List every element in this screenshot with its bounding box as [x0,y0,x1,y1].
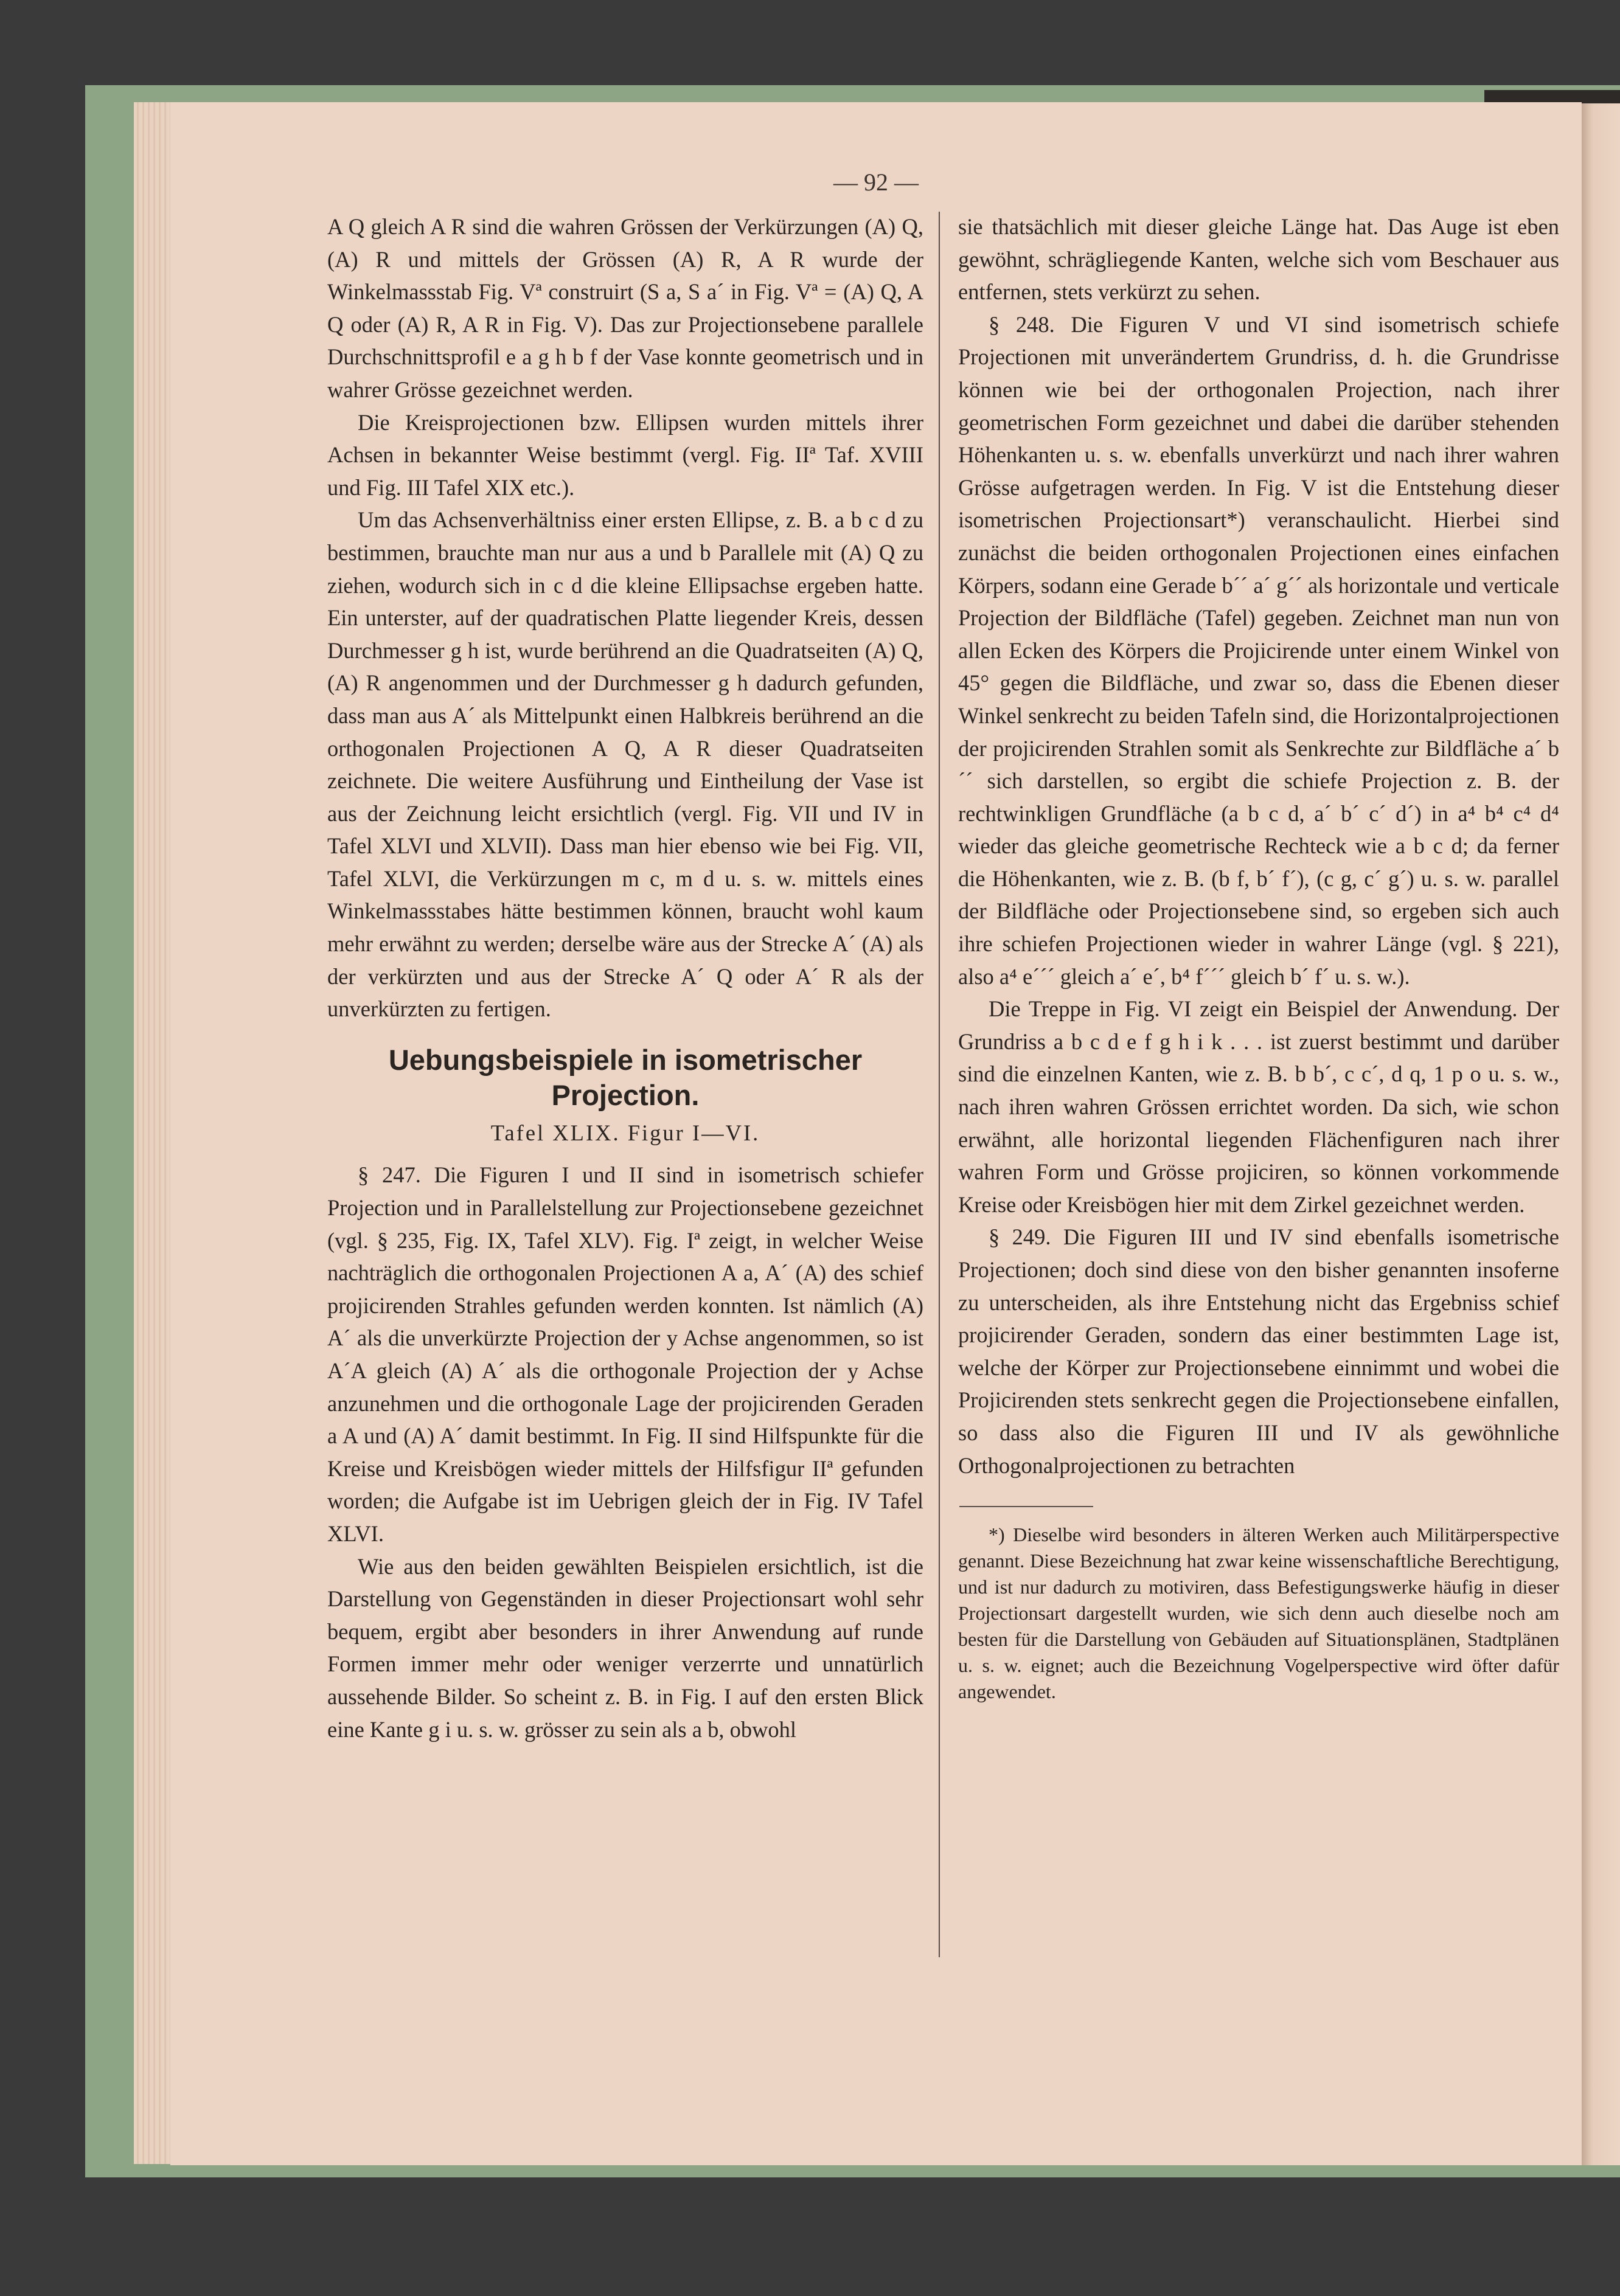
footnote [958,1522,1559,1705]
paragraph: § 248. Die Figuren V und VI sind isometrisch schiefe Projectionen mit unverändertem Grundriss, d. h. die Grundrisse können wie bei der orthogonalen Projection, nach ihrer geometrischen Form gezeichnet und dabei die darüber stehenden Höhenkanten u. s. w. ebenfalls unverkürzt und nach ihrer wahren Grösse aufgetragen werden. In Fig. V ist die Entstehung dieser isometrischen Projectionsart*) veranschaulicht. Hierbei sind zunächst die beiden orthogonalen Projectionen eines einfachen Körpers, sodann eine Gerade b´´ a´ g´´ als horizontale und verticale Projection der Bildfläche (Tafel) gegeben. Zeichnet man nun von allen Ecken des Körpers die Projicirende unter einem Winkel von 45° gegen die Bildfläche, und zwar so, dass die Ebenen dieser Winkel senkrecht zu beiden Tafeln sind, die Horizontalprojectionen der projicirenden Strahlen somit als Senkrechte zur Bildfläche a´ b´´ sich darstellen, so ergibt die schiefe Projection z. B. der rechtwinkligen Grundfläche (a b c d, a´ b´ c´ d´) in a⁴ b⁴ c⁴ d⁴ wieder das gleiche geometrische Rechteck wie a b c d; da ferner die Höhenkanten, wie z. B. (b f, b´ f´), (c g, c´ g´) u. s. w. parallel der Bildfläche oder Projectionsebene sind, so ergeben sich auch ihre schiefen Projectionen wieder in wahrer Länge (vgl. § 221), also a⁴ e´´´ gleich a´ e´, b⁴ f´´´ gleich b´ f´ u. s. w.). [958,311,1559,989]
right-column [958,210,1559,1705]
paragraph: sie thatsächlich mit dieser gleiche Länge hat. Das Auge ist eben gewöhnt, schrägliegende Kanten, welche sich vom Beschauer aus entfernen, stets verkürzt zu sehen. [958,214,1559,305]
paragraph: § 247. Die Figuren I und II sind in isometrisch schiefer Projection und in Parallelstellung zur Projectionsebene gezeichnet (vgl. § 235, Fig. IX, Tafel XLV). Fig. Iª zeigt, in welcher Weise nachträglich die orthogonalen Projectionen A a, A´ (A) des schief projicirenden Strahles gefunden werden konnten. Ist nämlich (A) A´ als die unverkürzte Projection der y Achse angenommen, so ist A´A gleich (A) A´ als die orthogonale Projection der y Achse anzunehmen und die orthogonale Lage der projicirenden Geraden a A und (A) A´ damit bestimmt. In Fig. II sind Hilfspunkte für die Kreise und Kreisbögen wieder mittels der Hilfsfigur IIª gefunden worden; die Aufgabe ist im Uebrigen gleich der in Fig. IV Tafel XLVI. [327,1162,923,1546]
left-column [327,210,923,1746]
paragraph: Die Treppe in Fig. VI zeigt ein Beispiel der Anwendung. Der Grundriss a b c d e f g h i k . . . ist zuerst bestimmt und darüber sind die einzelnen Kanten, wie z. B. b b´, c c´, d q, 1 p o u. s. w., nach ihren wahren Grössen errichtet worden. Da sich, wie schon erwähnt, alle horizontal liegenden Flächenfiguren nach ihrer wahren Form und Grösse projiciren, so können vorkommende Kreise oder Kreisbögen hier mit dem Zirkel gezeichnet werden. [958,996,1559,1217]
facing-page-edge [1582,103,1620,2165]
paragraph: Wie aus den beiden gewählten Beispielen ersichtlich, ist die Darstellung von Gegenständen in dieser Projectionsart wohl sehr bequem, ergibt aber besonders in ihrer Anwendung auf runde Formen immer mehr oder weniger verzerrte und unnatürlich aussehende Bilder. So scheint z. B. in Fig. I auf den ersten Blick eine Kante g i u. s. w. grösser zu sein als a b, obwohl [327,1553,923,1742]
section-heading-line: Projection. [551,1078,700,1111]
paragraph: Die Kreisprojectionen bzw. Ellipsen wurden mittels ihrer Achsen in bekannter Weise bestimmt (vergl. Fig. IIª Taf. XVIII und Fig. III Tafel XIX etc.). [327,409,923,500]
column-divider [939,212,940,1957]
page-number: — 92 — [833,168,919,196]
paragraph: § 249. Die Figuren III und IV sind ebenfalls isometrische Projectionen; doch sind diese von den bisher genannten insoferne zu unterscheiden, als ihre Entstehung nicht das Ergebniss schief projicirender Geraden, sondern das einer bestimmten Lage ist, welche der Körper zur Projectionsebene einnimmt und wobei die Projicirenden stets senkrecht gegen die Projectionsebene einfallen, so dass also die Figuren III und IV als gewöhnliche Orthogonalprojectionen zu betrachten [958,1224,1559,1478]
paragraph: Um das Achsenverhältniss einer ersten Ellipse, z. B. a b c d zu bestimmen, brauchte man nur aus a und b Parallele mit (A) Q zu ziehen, wodurch sich in c d die kleine Ellipsachse ergeben hatte. Ein unterster, auf der quadratischen Platte liegender Kreis, dessen Durchmesser g h ist, wurde berührend an die Quadratseiten (A) Q, (A) R angenommen und der Durchmesser g h dadurch gefunden, dass man aus A´ als Mittelpunkt einen Halbkreis berührend an die orthogonalen Projectionen A Q, A R dieser Quadratseiten zeichnete. Die weitere Ausführung und Eintheilung der Vase ist aus der Zeichnung leicht ersichtlich (vergl. Fig. VII und IV in Tafel XLVI und XLVII). Dass man hier ebenso wie bei Fig. VII, Tafel XLVI, die Verkürzungen m c, m d u. s. w. mittels eines Winkelmassstabes hätte bestimmen können, braucht wohl kaum mehr erwähnt zu werden; derselbe wäre aus der Strecke A´ (A) als der verkürzten und aus der Strecke A´ Q oder A´ R als der unverkürzten zu fertigen. [327,507,923,1022]
section-heading [327,1042,923,1113]
footnote-text: *) Dieselbe wird besonders in älteren Werken auch Militärperspective genannt. Diese Bezeichnung hat zwar keine wissenschaftliche Berechtigung, und ist nur dadurch zu motiviren, dass Befestigungswerke häufig in dieser Projectionsart dargestellt wurden, wie sich denn auch dieselbe noch am besten für die Darstellung von Gebäuden auf Situationsplänen, Stadtplänen u. s. w. eignet; auch die Bezeichnung Vogelperspective wird öfter dafür angewendet. [958,1524,1559,1703]
paragraph: A Q gleich A R sind die wahren Grössen der Verkürzungen (A) Q, (A) R und mittels der Grössen (A) R, A R wurde der Winkelmassstab Fig. Vª construirt (S a, S a´ in Fig. Vª = (A) Q, A Q oder (A) R, A R in Fig. V). Das zur Projectionsebene parallele Durchschnittsprofil e a g h b f der Vase konnte geometrisch und in wahrer Grösse gezeichnet werden. [327,214,923,402]
footnote-rule [959,1506,1093,1507]
plate-reference: Tafel XLIX. Figur I—VI. [490,1120,760,1145]
section-heading-line: Uebungsbeispiele in isometrischer [388,1043,863,1076]
book-page [170,102,1582,2165]
